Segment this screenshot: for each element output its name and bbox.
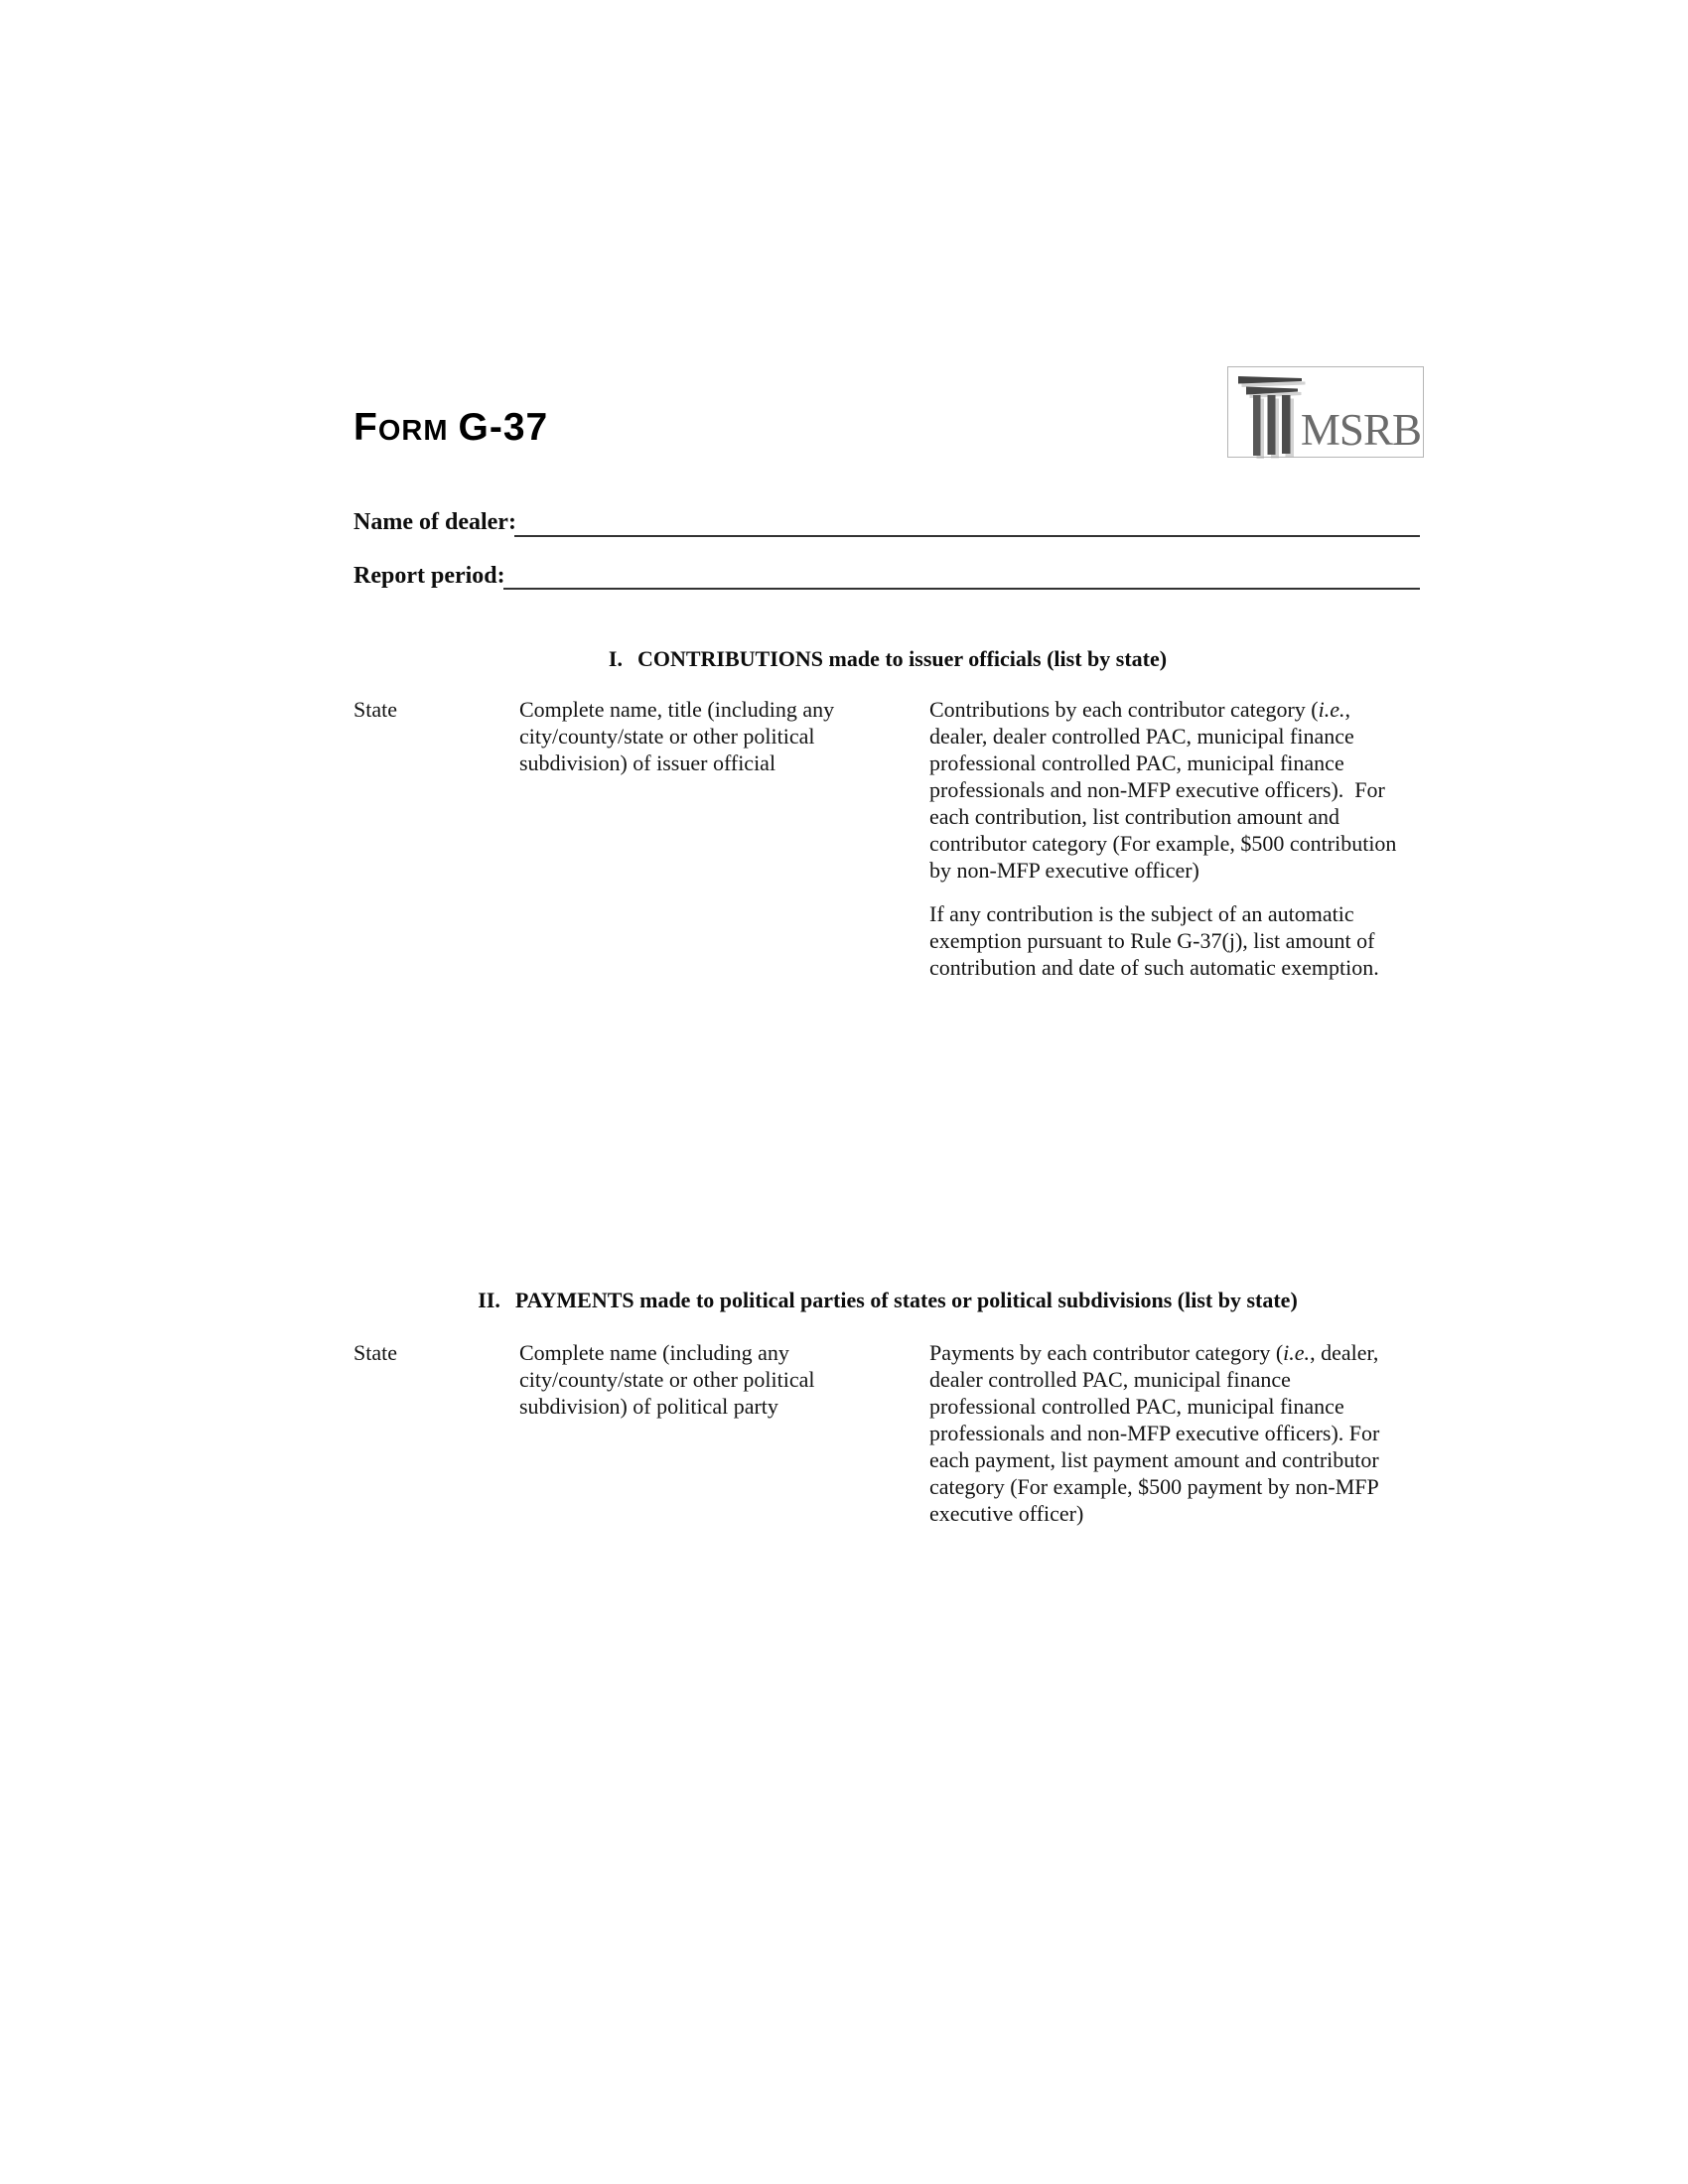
ie-italic: i.e. — [1283, 1340, 1311, 1365]
section-1-heading — [353, 645, 1422, 672]
payments-paragraph-1 — [929, 1339, 1379, 1527]
text-line: dealer controlled PAC, municipal finance — [929, 1367, 1291, 1392]
form-title-lead: F — [353, 406, 378, 449]
section-2-state-column — [353, 1339, 397, 1366]
text-line: each payment, list payment amount and contributor — [929, 1447, 1379, 1472]
name-of-dealer-field[interactable] — [514, 495, 1420, 537]
section-2-heading-text: PAYMENTS made to political parties of states or political subdivisions (list by state) — [514, 1288, 1298, 1312]
text-line: executive officer) — [929, 1501, 1084, 1526]
text-line: professional controlled PAC, municipal finance — [929, 751, 1344, 775]
text-line: city/county/state or other political — [519, 1367, 815, 1392]
ie-italic: i.e. — [1318, 697, 1345, 722]
section-1-numeral: I. — [608, 646, 623, 671]
text-line — [929, 696, 1396, 723]
form-title — [353, 406, 549, 455]
text-line: If any contribution is the subject of an automatic — [929, 901, 1354, 926]
report-period-label: Report period: — [353, 563, 505, 589]
section-1-heading-text: CONTRIBUTIONS made to issuer officials (list by state) — [636, 646, 1168, 671]
text-line: subdivision) of issuer official — [519, 751, 776, 775]
contributions-paragraph-2 — [929, 900, 1396, 981]
text-segment: Payments by each contributor category ( — [929, 1340, 1284, 1365]
msrb-logo — [1227, 366, 1424, 458]
text-line: professionals and non-MFP executive officers). For — [929, 1421, 1380, 1445]
section-1-contributions-column — [929, 696, 1396, 981]
text-line: dealer, dealer controlled PAC, municipal finance — [929, 724, 1354, 749]
text-segment: , — [1344, 697, 1351, 722]
text-line: by non-MFP executive officer) — [929, 858, 1199, 883]
section-2-name-column — [519, 1339, 815, 1420]
text-segment: Contributions by each contributor category ( — [929, 697, 1319, 722]
text-line: contribution and date of such automatic exemption. — [929, 955, 1379, 980]
text-line: Complete name, title (including any — [519, 697, 835, 722]
text-segment: , dealer, — [1310, 1340, 1379, 1365]
text-line: category (For example, $500 payment by non-MFP — [929, 1474, 1379, 1499]
section-2-heading — [353, 1287, 1422, 1313]
text-line: subdivision) of political party — [519, 1394, 778, 1419]
form-title-number: G-37 — [458, 406, 549, 449]
section-1-name-column — [519, 696, 834, 776]
contributions-paragraph-1 — [929, 696, 1396, 884]
section-1-state-column — [353, 696, 397, 723]
msrb-wordmark: MSRB — [1300, 405, 1421, 455]
text-line: professionals and non-MFP executive officers). For — [929, 777, 1385, 802]
text-line: Complete name (including any — [519, 1340, 789, 1365]
text-line: professional controlled PAC, municipal finance — [929, 1394, 1344, 1419]
text-line: city/county/state or other political — [519, 724, 815, 749]
text-line — [929, 1339, 1379, 1366]
state-column-header: State — [353, 1340, 397, 1365]
report-period-field[interactable] — [503, 548, 1420, 590]
form-title-smallcaps: ORM — [377, 415, 449, 447]
name-of-dealer-label: Name of dealer: — [353, 509, 516, 535]
text-line: contributor category (For example, $500 contribution — [929, 831, 1397, 856]
section-2-payments-column — [929, 1339, 1379, 1527]
state-column-header: State — [353, 697, 397, 722]
text-line: exemption pursuant to Rule G-37(j), list amount of — [929, 928, 1375, 953]
section-2-numeral: II. — [478, 1288, 500, 1312]
text-line: each contribution, list contribution amount and — [929, 804, 1340, 829]
